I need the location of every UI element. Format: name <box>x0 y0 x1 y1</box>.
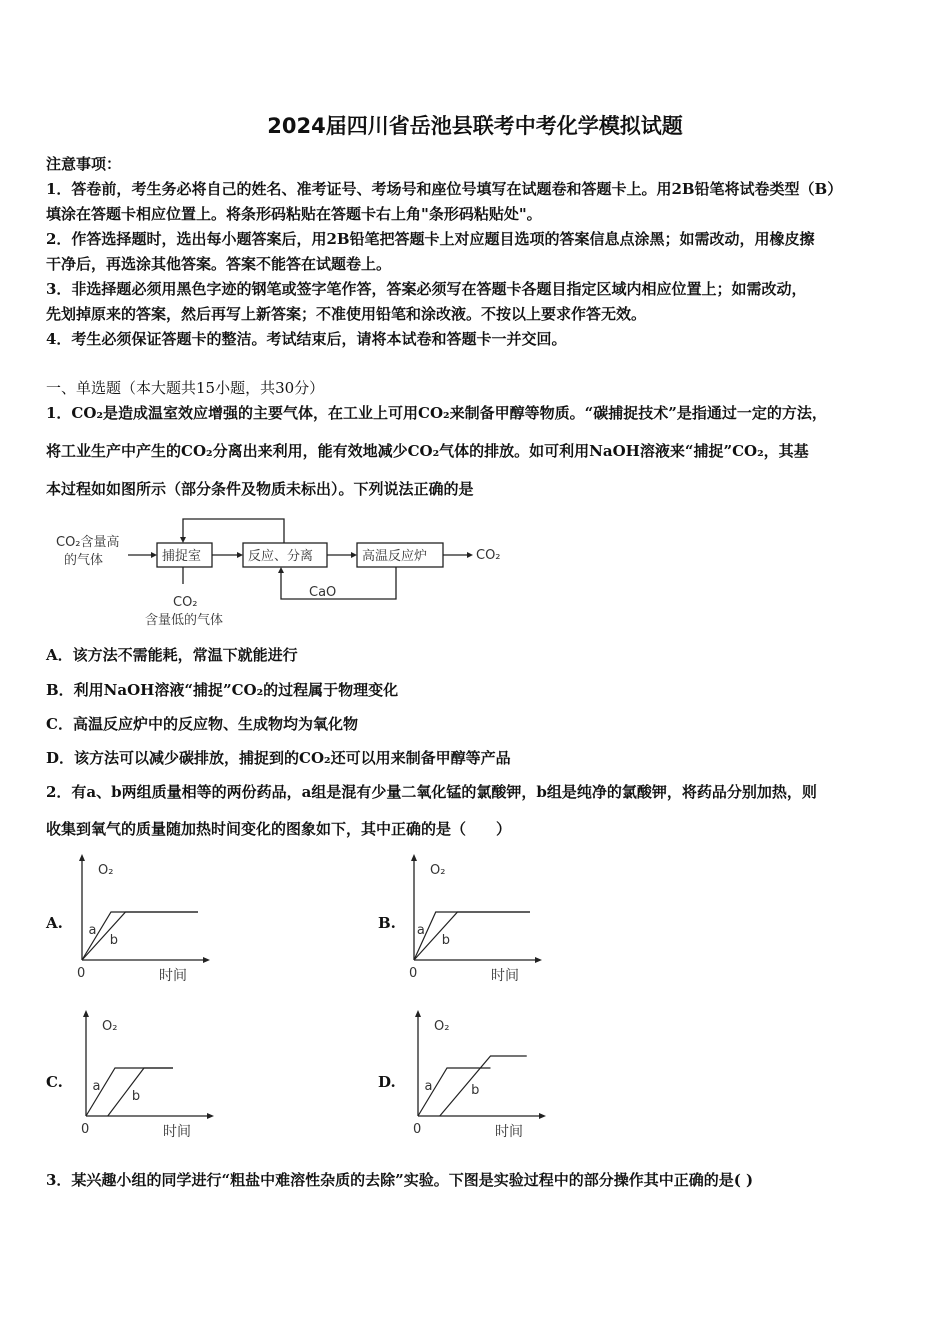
x-axis-arrow <box>539 1113 546 1119</box>
y-axis-arrow <box>79 854 85 861</box>
x-axis-label: 时间 <box>163 1124 191 1140</box>
carbon-capture-diagram <box>50 512 520 632</box>
q1-option-c: C．高温反应炉中的反应物、生成物均为氧化物 <box>46 715 358 733</box>
y-axis-label: O₂ <box>430 863 446 878</box>
series-label-b: b <box>471 1083 480 1098</box>
notice-line: 先划掉原来的答案，然后再写上新答案；不准使用铅笔和涂改液。不按以上要求作答无效。 <box>46 305 647 323</box>
output-label: CO₂ <box>476 548 501 563</box>
series-label-a: a <box>424 1079 433 1094</box>
graph-c <box>74 1008 224 1143</box>
series-line-b <box>108 1068 173 1116</box>
q2-line: 2．有a、b两组质量相等的两份药品，a组是混有少量二氧化锰的氯酸钾，b组是纯净的氯酸钾，将药品分别加热，则 <box>46 783 817 801</box>
x-axis-arrow <box>535 957 542 963</box>
page-title: 2024届四川省岳池县联考中考化学模拟试题 <box>267 114 683 138</box>
series-line-a <box>82 912 198 960</box>
origin-label: 0 <box>77 966 86 981</box>
q2-option-c-label: C. <box>46 1073 63 1091</box>
q1-line: 将工业生产中产生的CO₂分离出来利用，能有效地减少CO₂气体的排放。如可利用NaOH溶液来“捕捉”CO₂，其基 <box>46 442 809 460</box>
graph-b <box>402 852 552 987</box>
notice-heading: 注意事项： <box>46 155 122 173</box>
origin-label: 0 <box>81 1122 90 1137</box>
section-heading: 一、单选题（本大题共15小题，共30分） <box>46 379 325 397</box>
q2-option-a-label: A. <box>46 914 63 932</box>
q1-line: 1．CO₂是造成温室效应增强的主要气体，在工业上可用CO₂来制备甲醇等物质。“碳捕捉技术”是指通过一定的方法， <box>46 404 827 422</box>
series-label-a: a <box>92 1079 101 1094</box>
series-label-b: b <box>109 933 119 948</box>
x-axis-arrow <box>203 957 210 963</box>
box3-label: 高温反应炉 <box>362 549 428 564</box>
y-axis-label: O₂ <box>434 1019 450 1034</box>
series-line-b <box>440 1056 527 1116</box>
y-axis-arrow <box>411 854 417 861</box>
y-axis-label: O₂ <box>98 863 114 878</box>
x-axis-arrow <box>207 1113 214 1119</box>
series-label-a: a <box>88 923 97 938</box>
q1-option-a: A．该方法不需能耗，常温下就能进行 <box>46 646 298 664</box>
series-label-b: b <box>131 1089 141 1104</box>
recycle-label: CaO <box>309 585 337 600</box>
q2-line: 收集到氧气的质量随加热时间变化的图象如下，其中正确的是（ ） <box>46 820 512 838</box>
notice-line: 填涂在答题卡相应位置上。将条形码粘贴在答题卡右上角"条形码粘贴处"。 <box>46 205 542 223</box>
origin-label: 0 <box>409 966 418 981</box>
series-line-b <box>414 912 530 960</box>
x-axis-label: 时间 <box>495 1124 523 1140</box>
notice-line: 3．非选择题必须用黑色字迹的钢笔或签字笔作答，答案必须写在答题卡各题目指定区域内相应位置上；如需改动， <box>46 280 807 298</box>
notice-line: 1．答卷前，考生务必将自己的姓名、准考证号、考场号和座位号填写在试题卷和答题卡上。用2B铅笔将试卷类型（B） <box>46 180 843 198</box>
notice-line: 4．考生必须保证答题卡的整洁。考试结束后，请将本试卷和答题卡一并交回。 <box>46 330 567 348</box>
origin-label: 0 <box>413 1122 422 1137</box>
input-gas-line1: CO₂含量高 <box>56 535 120 550</box>
box1-label: 捕捉室 <box>162 549 202 564</box>
y-axis-arrow <box>415 1010 421 1017</box>
x-axis-label: 时间 <box>159 968 187 984</box>
graph-a <box>70 852 220 987</box>
x-axis-label: 时间 <box>491 968 519 984</box>
bottom-label-2: 含量低的气体 <box>145 613 224 628</box>
series-line-b <box>82 912 198 960</box>
box2-label: 反应、分离 <box>248 549 314 564</box>
graph-d <box>406 1008 556 1143</box>
series-label-b: b <box>441 933 451 948</box>
q1-option-d: D．该方法可以减少碳排放，捕捉到的CO₂还可以用来制备甲醇等产品 <box>46 749 511 767</box>
notice-line: 2．作答选择题时，选出每小题答案后，用2B铅笔把答题卡上对应题目选项的答案信息点涂黑；如需改动，用橡皮擦 <box>46 230 815 248</box>
input-gas-line2: 的气体 <box>64 553 104 568</box>
series-line-a <box>414 912 530 960</box>
bottom-label-1: CO₂ <box>173 595 198 610</box>
y-axis-label: O₂ <box>102 1019 118 1034</box>
y-axis-arrow <box>83 1010 89 1017</box>
q2-option-d-label: D. <box>378 1073 396 1091</box>
notice-line: 干净后，再选涂其他答案。答案不能答在试题卷上。 <box>46 255 392 273</box>
q2-option-b-label: B. <box>378 914 396 932</box>
q1-option-b: B．利用NaOH溶液“捕捉”CO₂的过程属于物理变化 <box>46 681 399 699</box>
series-label-a: a <box>416 923 425 938</box>
q3-line: 3．某兴趣小组的同学进行“粗盐中难溶性杂质的去除”实验。下图是实验过程中的部分操作其中正确的是( ) <box>46 1171 754 1189</box>
q1-line: 本过程如如图所示（部分条件及物质未标出）。下列说法正确的是 <box>46 480 474 498</box>
